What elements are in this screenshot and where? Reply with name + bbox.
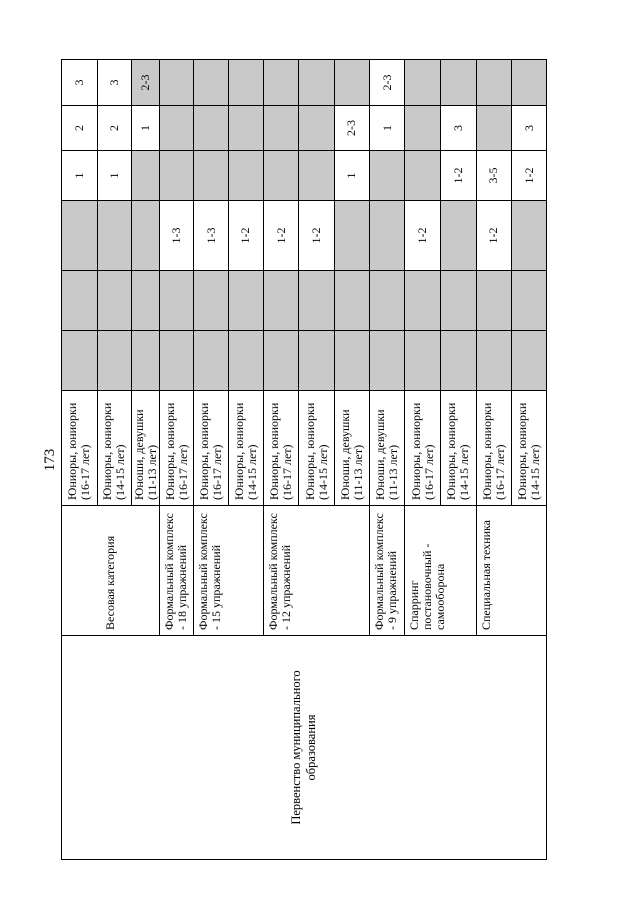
age-group-cell: Юниоры, юниорки (16-17 лет) bbox=[194, 391, 229, 506]
place-cell bbox=[299, 331, 335, 391]
place-cell bbox=[159, 271, 194, 331]
place-cell: 1-2 bbox=[229, 201, 264, 271]
place-cell bbox=[335, 201, 370, 271]
age-group-cell: Юниоры, юниорки (16-17 лет) bbox=[62, 391, 98, 506]
place-cell: 2 bbox=[97, 106, 132, 151]
table-row bbox=[62, 60, 98, 860]
place-cell bbox=[194, 106, 229, 151]
age-group-cell: Юниоры, юниорки (16-17 лет) bbox=[405, 391, 441, 506]
place-cell bbox=[512, 201, 547, 271]
place-cell bbox=[299, 151, 335, 201]
place-cell bbox=[62, 331, 98, 391]
place-cell bbox=[335, 60, 370, 106]
place-cell bbox=[263, 151, 299, 201]
place-cell bbox=[440, 271, 476, 331]
place-cell bbox=[132, 201, 160, 271]
place-cell bbox=[440, 331, 476, 391]
discipline-cell: Весовая категория bbox=[62, 506, 160, 636]
place-cell bbox=[440, 60, 476, 106]
place-cell: 1-2 bbox=[440, 151, 476, 201]
place-cell bbox=[405, 151, 441, 201]
place-cell bbox=[369, 151, 405, 201]
place-cell bbox=[229, 106, 264, 151]
place-cell bbox=[476, 331, 512, 391]
place-cell bbox=[159, 60, 194, 106]
discipline-cell: Формальный комплекс - 18 упражнений bbox=[159, 506, 194, 636]
place-cell bbox=[194, 151, 229, 201]
place-cell: 1-3 bbox=[159, 201, 194, 271]
place-cell bbox=[405, 271, 441, 331]
place-cell bbox=[405, 60, 441, 106]
place-cell bbox=[512, 60, 547, 106]
place-cell bbox=[97, 201, 132, 271]
place-cell bbox=[476, 106, 512, 151]
place-cell bbox=[132, 331, 160, 391]
place-cell bbox=[369, 331, 405, 391]
place-cell bbox=[263, 331, 299, 391]
age-group-cell: Юниоры, юниорки (16-17 лет) bbox=[263, 391, 299, 506]
place-cell: 1-2 bbox=[263, 201, 299, 271]
table-body bbox=[62, 60, 547, 860]
place-cell bbox=[263, 106, 299, 151]
place-cell bbox=[194, 331, 229, 391]
place-cell bbox=[299, 271, 335, 331]
place-cell: 3 bbox=[97, 60, 132, 106]
place-cell bbox=[229, 331, 264, 391]
place-cell bbox=[229, 151, 264, 201]
place-cell bbox=[132, 151, 160, 201]
place-cell bbox=[132, 271, 160, 331]
place-cell bbox=[476, 271, 512, 331]
place-cell: 3 bbox=[512, 106, 547, 151]
place-cell bbox=[159, 331, 194, 391]
place-cell bbox=[62, 271, 98, 331]
discipline-cell: Формальный комплекс - 15 упражнений bbox=[194, 506, 263, 636]
place-cell: 1-2 bbox=[476, 201, 512, 271]
place-cell bbox=[194, 60, 229, 106]
place-cell bbox=[405, 331, 441, 391]
place-cell: 1-2 bbox=[512, 151, 547, 201]
place-cell: 1-2 bbox=[405, 201, 441, 271]
discipline-cell: Спарринг постановочный - самооборона bbox=[405, 506, 476, 636]
age-group-cell: Юноши, девушки (11-13 лет) bbox=[335, 391, 370, 506]
age-group-cell: Юноши, девушки (11-13 лет) bbox=[369, 391, 405, 506]
place-cell bbox=[229, 60, 264, 106]
place-cell: 1 bbox=[97, 151, 132, 201]
place-cell: 1 bbox=[369, 106, 405, 151]
place-cell bbox=[440, 201, 476, 271]
place-cell: 3 bbox=[62, 60, 98, 106]
age-group-cell: Юниоры, юниорки (14-15 лет) bbox=[299, 391, 335, 506]
place-cell: 3-5 bbox=[476, 151, 512, 201]
place-cell bbox=[369, 271, 405, 331]
place-cell: 1 bbox=[132, 106, 160, 151]
place-cell: 2-3 bbox=[335, 106, 370, 151]
place-cell bbox=[512, 271, 547, 331]
place-cell bbox=[97, 271, 132, 331]
place-cell bbox=[476, 60, 512, 106]
place-cell bbox=[263, 271, 299, 331]
discipline-cell: Специальная техника bbox=[476, 506, 546, 636]
place-cell: 1 bbox=[335, 151, 370, 201]
place-cell bbox=[405, 106, 441, 151]
place-cell bbox=[335, 331, 370, 391]
age-group-cell: Юниоры, юниорки (14-15 лет) bbox=[440, 391, 476, 506]
results-table bbox=[61, 59, 547, 860]
event-name-cell: Первенство муниципального образования bbox=[62, 636, 547, 860]
place-cell: 1-3 bbox=[194, 201, 229, 271]
age-group-cell: Юниоры, юниорки (14-15 лет) bbox=[512, 391, 547, 506]
age-group-cell: Юниоры, юниорки (14-15 лет) bbox=[97, 391, 132, 506]
place-cell bbox=[62, 201, 98, 271]
age-group-cell: Юниоры, юниорки (16-17 лет) bbox=[476, 391, 512, 506]
place-cell: 1-2 bbox=[299, 201, 335, 271]
place-cell bbox=[263, 60, 299, 106]
place-cell: 2-3 bbox=[369, 60, 405, 106]
place-cell: 1 bbox=[62, 151, 98, 201]
place-cell: 3 bbox=[440, 106, 476, 151]
place-cell bbox=[299, 106, 335, 151]
place-cell bbox=[299, 60, 335, 106]
age-group-cell: Юниоры, юниорки (14-15 лет) bbox=[229, 391, 264, 506]
place-cell: 2-3 bbox=[132, 60, 160, 106]
place-cell: 2 bbox=[62, 106, 98, 151]
rotated-table-wrapper bbox=[61, 60, 547, 860]
age-group-cell: Юноши, девушки (11-13 лет) bbox=[132, 391, 160, 506]
page-number: 173 bbox=[41, 448, 58, 472]
discipline-cell: Формальный комплекс - 12 упражнений bbox=[263, 506, 369, 636]
place-cell bbox=[97, 331, 132, 391]
place-cell bbox=[335, 271, 370, 331]
place-cell bbox=[512, 331, 547, 391]
place-cell bbox=[159, 151, 194, 201]
place-cell bbox=[229, 271, 264, 331]
place-cell bbox=[159, 106, 194, 151]
age-group-cell: Юниоры, юниорки (16-17 лет) bbox=[159, 391, 194, 506]
place-cell bbox=[194, 271, 229, 331]
discipline-cell: Формальный комплекс - 9 упражнений bbox=[369, 506, 405, 636]
place-cell bbox=[369, 201, 405, 271]
